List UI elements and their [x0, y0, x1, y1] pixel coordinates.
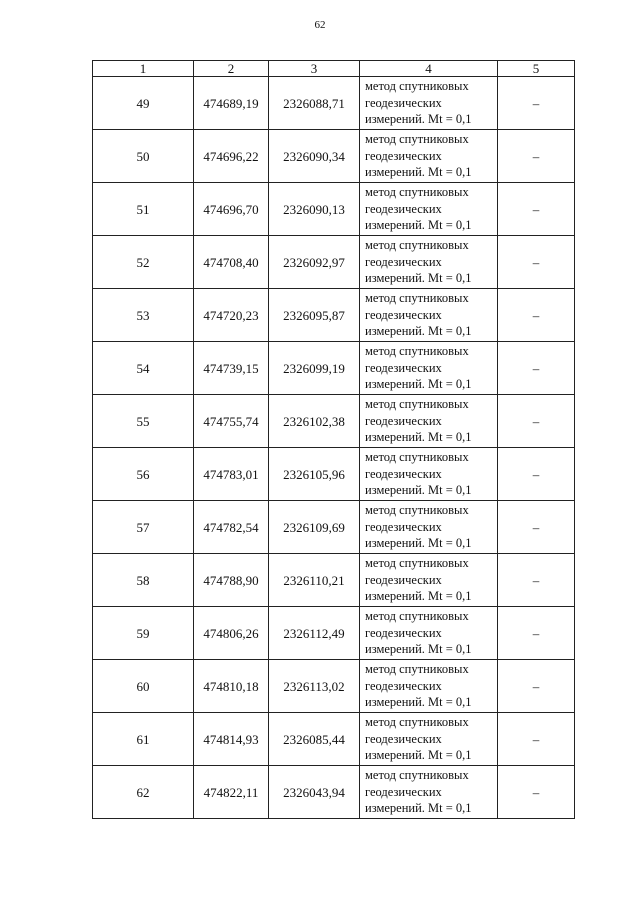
- point-number-cell: 55: [93, 395, 194, 448]
- y-coordinate-cell: 2326113,02: [269, 660, 360, 713]
- point-number-cell: 54: [93, 342, 194, 395]
- x-coordinate-cell: 474782,54: [194, 501, 269, 554]
- y-coordinate-cell: 2326112,49: [269, 607, 360, 660]
- y-coordinate-cell: 2326090,34: [269, 130, 360, 183]
- method-text-line: геодезических: [365, 625, 442, 640]
- column-header-1: 1: [93, 61, 194, 77]
- point-number-cell: 62: [93, 766, 194, 819]
- method-cell: [360, 713, 498, 766]
- point-number-cell: 57: [93, 501, 194, 554]
- note-cell: –: [498, 501, 575, 554]
- x-coordinate-cell: 474810,18: [194, 660, 269, 713]
- y-coordinate-cell: 2326110,21: [269, 554, 360, 607]
- x-coordinate-cell: 474696,22: [194, 130, 269, 183]
- table-row: [93, 660, 575, 713]
- method-text-line: измерений. Mt = 0,1: [365, 483, 472, 498]
- column-header-2: 2: [194, 61, 269, 77]
- note-cell: –: [498, 395, 575, 448]
- column-header-5: 5: [498, 61, 575, 77]
- point-number-cell: 60: [93, 660, 194, 713]
- method-text-line: геодезических: [365, 254, 442, 269]
- method-text-line: измерений. Mt = 0,1: [365, 271, 472, 286]
- note-cell: –: [498, 130, 575, 183]
- method-text-line: метод спутниковых: [365, 185, 469, 200]
- note-cell: –: [498, 607, 575, 660]
- x-coordinate-cell: 474696,70: [194, 183, 269, 236]
- column-header-3: 3: [269, 61, 360, 77]
- method-text-line: геодезических: [365, 731, 442, 746]
- y-coordinate-cell: 2326105,96: [269, 448, 360, 501]
- point-number-cell: 49: [93, 77, 194, 130]
- method-text-line: метод спутниковых: [365, 450, 469, 465]
- note-cell: –: [498, 713, 575, 766]
- table-row: [93, 607, 575, 660]
- method-text-line: геодезических: [365, 307, 442, 322]
- method-text-line: метод спутниковых: [365, 556, 469, 571]
- note-cell: –: [498, 554, 575, 607]
- x-coordinate-cell: 474814,93: [194, 713, 269, 766]
- x-coordinate-cell: 474806,26: [194, 607, 269, 660]
- method-text-line: измерений. Mt = 0,1: [365, 430, 472, 445]
- x-coordinate-cell: 474720,23: [194, 289, 269, 342]
- method-text-line: метод спутниковых: [365, 715, 469, 730]
- table-row: [93, 183, 575, 236]
- method-text-line: измерений. Mt = 0,1: [365, 536, 472, 551]
- method-text-line: измерений. Mt = 0,1: [365, 165, 472, 180]
- method-text-line: геодезических: [365, 413, 442, 428]
- x-coordinate-cell: 474708,40: [194, 236, 269, 289]
- method-cell: [360, 607, 498, 660]
- method-text-line: метод спутниковых: [365, 291, 469, 306]
- coordinates-table: [92, 60, 575, 819]
- method-text-line: метод спутниковых: [365, 768, 469, 783]
- method-text-line: измерений. Mt = 0,1: [365, 695, 472, 710]
- method-cell: [360, 236, 498, 289]
- method-cell: [360, 501, 498, 554]
- table-row: [93, 766, 575, 819]
- method-text-line: измерений. Mt = 0,1: [365, 642, 472, 657]
- method-cell: [360, 77, 498, 130]
- y-coordinate-cell: 2326099,19: [269, 342, 360, 395]
- column-header-4: 4: [360, 61, 498, 77]
- table-row: [93, 342, 575, 395]
- y-coordinate-cell: 2326095,87: [269, 289, 360, 342]
- method-text-line: метод спутниковых: [365, 79, 469, 94]
- x-coordinate-cell: 474755,74: [194, 395, 269, 448]
- method-cell: [360, 342, 498, 395]
- method-text-line: геодезических: [365, 519, 442, 534]
- method-text-line: метод спутниковых: [365, 662, 469, 677]
- table-row: [93, 77, 575, 130]
- method-cell: [360, 660, 498, 713]
- note-cell: –: [498, 660, 575, 713]
- note-cell: –: [498, 289, 575, 342]
- method-cell: [360, 766, 498, 819]
- method-text-line: метод спутниковых: [365, 609, 469, 624]
- x-coordinate-cell: 474783,01: [194, 448, 269, 501]
- table-body: [93, 61, 575, 819]
- table-row: [93, 713, 575, 766]
- method-text-line: геодезических: [365, 572, 442, 587]
- note-cell: –: [498, 342, 575, 395]
- method-text-line: метод спутниковых: [365, 397, 469, 412]
- table-row: [93, 448, 575, 501]
- method-cell: [360, 289, 498, 342]
- method-text-line: геодезических: [365, 201, 442, 216]
- y-coordinate-cell: 2326085,44: [269, 713, 360, 766]
- method-cell: [360, 183, 498, 236]
- header-row: [93, 61, 575, 77]
- method-text-line: метод спутниковых: [365, 503, 469, 518]
- table-row: [93, 501, 575, 554]
- table-row: [93, 554, 575, 607]
- point-number-cell: 53: [93, 289, 194, 342]
- point-number-cell: 52: [93, 236, 194, 289]
- y-coordinate-cell: 2326043,94: [269, 766, 360, 819]
- note-cell: –: [498, 236, 575, 289]
- x-coordinate-cell: 474788,90: [194, 554, 269, 607]
- method-text-line: геодезических: [365, 784, 442, 799]
- method-text-line: геодезических: [365, 148, 442, 163]
- note-cell: –: [498, 183, 575, 236]
- y-coordinate-cell: 2326102,38: [269, 395, 360, 448]
- note-cell: –: [498, 77, 575, 130]
- method-text-line: измерений. Mt = 0,1: [365, 589, 472, 604]
- y-coordinate-cell: 2326109,69: [269, 501, 360, 554]
- table-row: [93, 130, 575, 183]
- method-text-line: геодезических: [365, 360, 442, 375]
- point-number-cell: 59: [93, 607, 194, 660]
- point-number-cell: 51: [93, 183, 194, 236]
- table-row: [93, 395, 575, 448]
- method-text-line: геодезических: [365, 466, 442, 481]
- y-coordinate-cell: 2326090,13: [269, 183, 360, 236]
- x-coordinate-cell: 474822,11: [194, 766, 269, 819]
- x-coordinate-cell: 474739,15: [194, 342, 269, 395]
- method-cell: [360, 130, 498, 183]
- method-text-line: измерений. Mt = 0,1: [365, 748, 472, 763]
- method-cell: [360, 554, 498, 607]
- y-coordinate-cell: 2326088,71: [269, 77, 360, 130]
- table-row: [93, 236, 575, 289]
- point-number-cell: 56: [93, 448, 194, 501]
- note-cell: –: [498, 448, 575, 501]
- point-number-cell: 50: [93, 130, 194, 183]
- method-text-line: метод спутниковых: [365, 132, 469, 147]
- method-cell: [360, 448, 498, 501]
- method-text-line: измерений. Mt = 0,1: [365, 377, 472, 392]
- method-text-line: геодезических: [365, 678, 442, 693]
- x-coordinate-cell: 474689,19: [194, 77, 269, 130]
- method-text-line: измерений. Mt = 0,1: [365, 112, 472, 127]
- method-text-line: метод спутниковых: [365, 344, 469, 359]
- method-text-line: метод спутниковых: [365, 238, 469, 253]
- page-number: 62: [314, 19, 326, 31]
- point-number-cell: 61: [93, 713, 194, 766]
- method-text-line: измерений. Mt = 0,1: [365, 801, 472, 816]
- method-text-line: измерений. Mt = 0,1: [365, 218, 472, 233]
- method-cell: [360, 395, 498, 448]
- method-text-line: измерений. Mt = 0,1: [365, 324, 472, 339]
- point-number-cell: 58: [93, 554, 194, 607]
- method-text-line: геодезических: [365, 95, 442, 110]
- y-coordinate-cell: 2326092,97: [269, 236, 360, 289]
- table-row: [93, 289, 575, 342]
- note-cell: –: [498, 766, 575, 819]
